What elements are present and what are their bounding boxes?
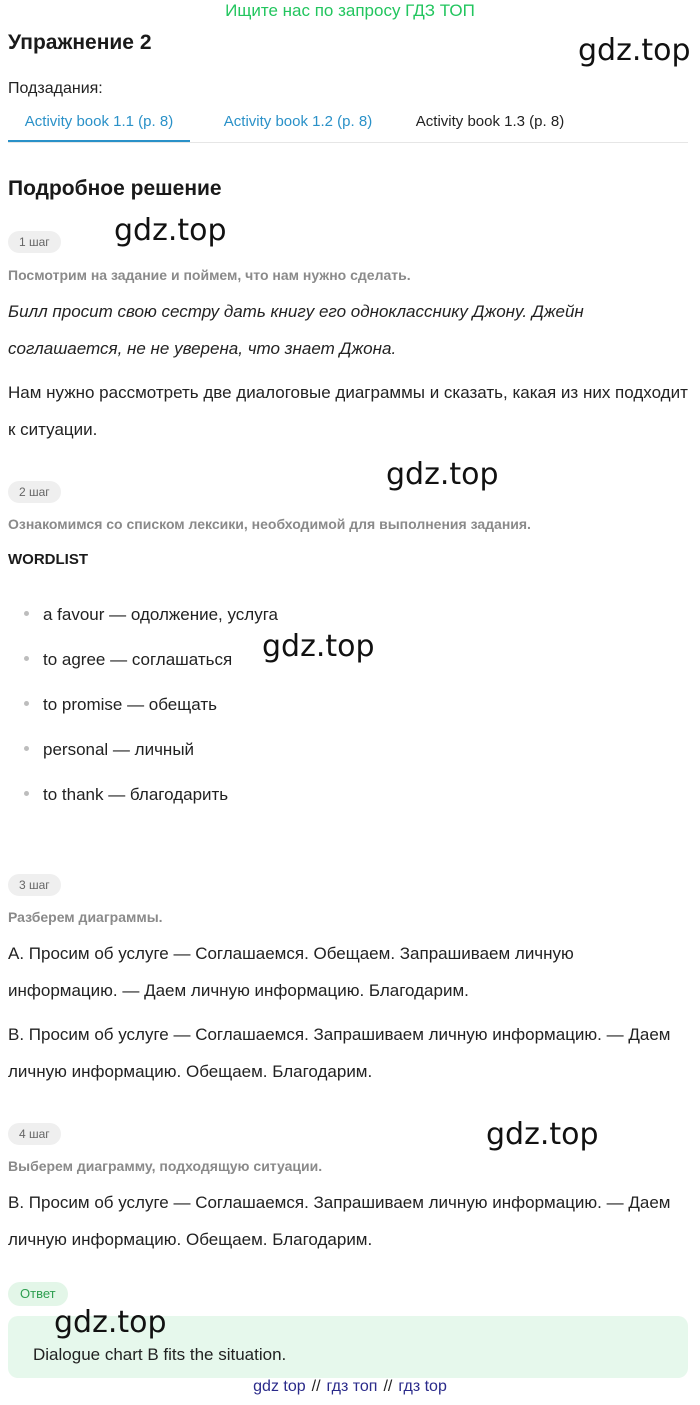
solution-title: Подробное решение	[8, 177, 222, 200]
subtasks-label: Подзадания:	[8, 80, 103, 97]
tab-activity-book-1-3[interactable]: Activity book 1.3 (p. 8)	[415, 113, 565, 130]
step-hint-4: Выберем диаграмму, подходящую ситуации.	[8, 1158, 323, 1174]
bullet-icon	[24, 656, 29, 661]
bullet-icon	[24, 611, 29, 616]
step-badge-2: 2 шаг	[8, 481, 61, 503]
footer-separator: //	[311, 1378, 321, 1395]
watermark: gdz.top	[486, 1117, 599, 1152]
wordlist-item: personal — личный	[24, 738, 194, 762]
watermark: gdz.top	[262, 629, 375, 664]
page-title: Упражнение 2	[8, 31, 152, 54]
top-banner: Ищите нас по запросу ГДЗ ТОП	[225, 1, 475, 20]
footer-link[interactable]: гдз топ	[326, 1378, 378, 1395]
wordlist-item: to thank — благодарить	[24, 783, 228, 807]
footer-separator: //	[383, 1378, 393, 1395]
step-badge-3: 3 шаг	[8, 874, 61, 896]
step-text-4: B. Просим об услуге — Соглашаемся. Запрашиваем личную информацию. — Даем личную информацию. Обещаем. Благодарим.	[8, 1193, 671, 1249]
subtask-tabs	[8, 104, 688, 143]
watermark: gdz.top	[386, 457, 499, 492]
footer-link[interactable]: гдз top	[398, 1378, 447, 1395]
bullet-icon	[24, 701, 29, 706]
tab-activity-book-1-1[interactable]: Activity book 1.1 (p. 8)	[8, 104, 190, 142]
step-hint-1: Посмотрим на задание и поймем, что нам нужно сделать.	[8, 267, 411, 283]
step-text-1: Нам нужно рассмотреть две диалоговые диаграммы и сказать, какая из них подходит к ситуации.	[8, 383, 688, 439]
answer-badge: Ответ	[8, 1282, 68, 1306]
wordlist-title: WORDLIST	[8, 551, 88, 568]
footer-link[interactable]: gdz top	[253, 1378, 306, 1395]
task-description: Билл просит свою сестру дать книгу его однокласснику Джону. Джейн соглашается, не не уверена, что знает Джона.	[8, 302, 584, 358]
answer-text: Dialogue chart B fits the situation.	[33, 1345, 287, 1364]
tab-activity-book-1-2[interactable]: Activity book 1.2 (p. 8)	[223, 113, 373, 130]
step-hint-2: Ознакомимся со списком лексики, необходимой для выполнения задания.	[8, 516, 531, 532]
watermark: gdz.top	[578, 33, 691, 68]
wordlist-item: to promise — обещать	[24, 693, 217, 717]
step-hint-3: Разберем диаграммы.	[8, 909, 163, 925]
step-badge-4: 4 шаг	[8, 1123, 61, 1145]
diagram-a-text: A. Просим об услуге — Соглашаемся. Обещаем. Запрашиваем личную информацию. — Даем личную информацию. Благодарим.	[8, 944, 574, 1000]
watermark: gdz.top	[54, 1305, 167, 1340]
bullet-icon	[24, 746, 29, 751]
wordlist-item: to agree — соглашаться	[24, 648, 232, 672]
wordlist-item: a favour — одолжение, услуга	[24, 603, 278, 627]
bullet-icon	[24, 791, 29, 796]
diagram-b-text: B. Просим об услуге — Соглашаемся. Запрашиваем личную информацию. — Даем личную информацию. Обещаем. Благодарим.	[8, 1025, 671, 1081]
watermark: gdz.top	[114, 213, 227, 248]
footer-links	[0, 1378, 700, 1396]
step-badge-1: 1 шаг	[8, 231, 61, 253]
